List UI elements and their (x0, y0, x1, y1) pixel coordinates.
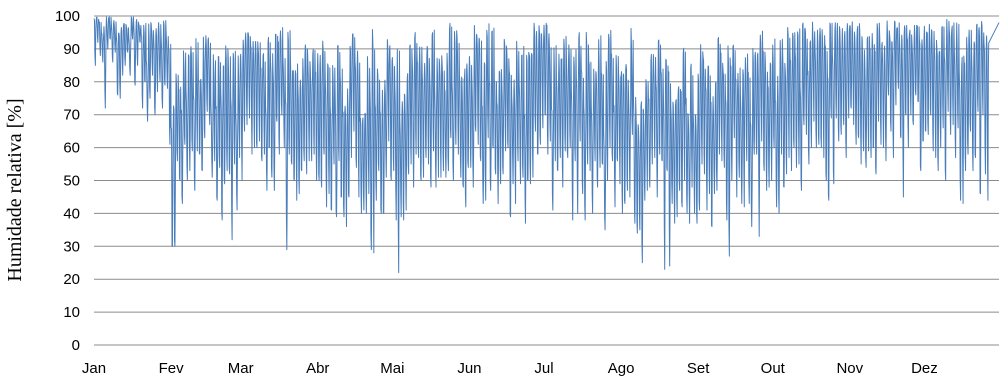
y-tick-label-100: 100 (54, 8, 80, 25)
x-tick-label-mar: Mar (227, 360, 254, 377)
y-axis-title: Humidade relativa [%] (4, 98, 26, 282)
x-tick-label-jul: Jul (534, 360, 554, 377)
x-tick-label-nov: Nov (836, 360, 864, 377)
y-tick-label-60: 60 (63, 139, 80, 157)
y-tick-label-70: 70 (63, 106, 80, 124)
x-tick-label-fev: Fev (158, 360, 184, 377)
y-tick-labels (55, 8, 80, 354)
series-line (94, 17, 999, 273)
x-tick-labels (82, 360, 938, 377)
y-tick-label-0: 0 (71, 337, 80, 354)
y-tick-label-20: 20 (63, 271, 80, 289)
y-tick-label-10: 10 (63, 304, 80, 322)
x-tick-label-dez: Dez (911, 360, 938, 377)
x-tick-label-set: Set (686, 360, 710, 377)
x-tick-label-mai: Mai (380, 360, 405, 377)
series-relative-humidity (94, 17, 999, 273)
y-tick-label-30: 30 (63, 238, 80, 256)
x-tick-label-jun: Jun (457, 360, 482, 377)
y-tick-label-90: 90 (63, 40, 80, 58)
y-tick-label-40: 40 (63, 205, 80, 223)
x-tick-label-abr: Abr (306, 360, 330, 377)
gridlines (94, 16, 999, 345)
x-tick-label-out: Out (760, 360, 785, 377)
x-tick-label-ago: Ago (607, 360, 635, 377)
x-tick-label-jan: Jan (81, 360, 107, 377)
y-tick-label-50: 50 (63, 172, 80, 190)
y-tick-label-80: 80 (63, 73, 80, 91)
